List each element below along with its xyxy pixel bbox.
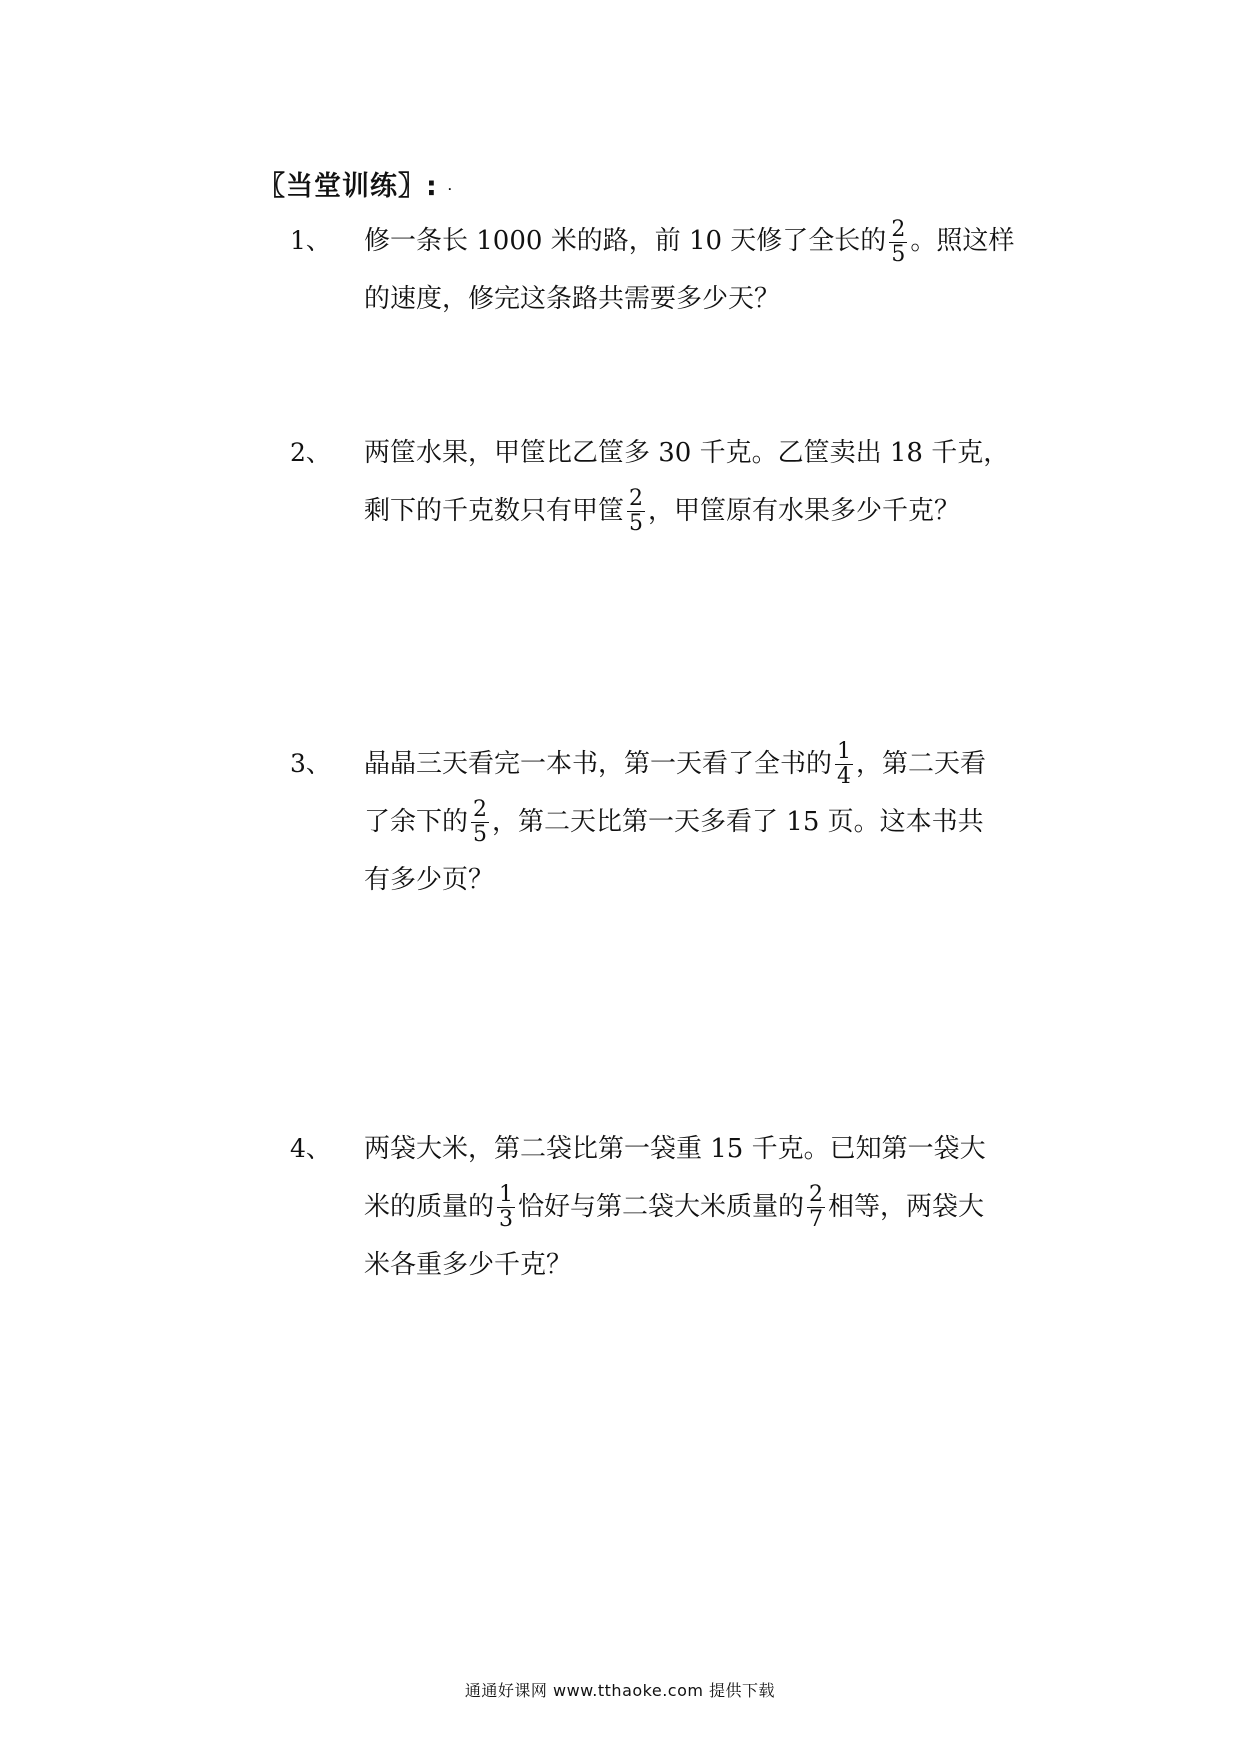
fraction-denominator: 5 (891, 241, 906, 267)
text-part: 。照这样 (910, 226, 1015, 256)
section-heading-text: 〖当堂训练〗: (258, 171, 438, 202)
question-line (364, 793, 1054, 851)
fraction-numerator: 2 (629, 485, 644, 511)
fraction-numerator: 2 (891, 216, 906, 242)
question-line (364, 270, 1054, 328)
text-part: 晶晶三天看完一本书，第一天看了全书的 (364, 749, 833, 779)
question-number: 2、 (290, 438, 331, 467)
fraction (807, 1183, 825, 1232)
text-part: 米的质量的 (364, 1192, 495, 1222)
fraction (471, 798, 489, 847)
fraction-denominator: 4 (837, 763, 852, 789)
question-text-segment: 米各重多少千克？ (364, 1250, 573, 1280)
fraction (627, 487, 645, 536)
question-text-segment: 的速度，修完这条路共需要多少天？ (364, 284, 781, 314)
question-line (364, 1178, 1054, 1236)
fraction-numerator: 1 (837, 738, 852, 764)
question-text (364, 1120, 1054, 1294)
fraction-numerator: 2 (473, 796, 488, 822)
text-part: 相等，两袋大 (828, 1192, 985, 1222)
text-part: 了余下的 (364, 807, 469, 837)
question-number: 4、 (290, 1134, 331, 1163)
section-heading (258, 164, 453, 203)
question-line (364, 851, 1054, 909)
fraction-denominator: 7 (809, 1206, 824, 1232)
fraction-denominator: 3 (499, 1206, 514, 1232)
question-text (364, 735, 1054, 909)
question-line (364, 1120, 1054, 1178)
question-number: 1、 (290, 226, 331, 255)
fraction (497, 1183, 515, 1232)
question-text-segment: 有多少页？ (364, 865, 495, 895)
question-line (364, 212, 1054, 270)
text-part: ，甲筐原有水果多少千克？ (648, 496, 961, 526)
footer-source-line: 通通好课网 www.tthaoke.com 提供下载 (464, 1681, 776, 1700)
text-part: 恰好与第二袋大米质量的 (518, 1192, 805, 1222)
fraction (835, 740, 853, 789)
fraction-denominator: 5 (473, 821, 488, 847)
question-line (364, 424, 1054, 482)
heading-dot: . (447, 182, 453, 193)
question-text (364, 424, 1054, 540)
text-part: ，第二天比第一天多看了 15 页。这本书共 (492, 807, 984, 837)
fraction (889, 218, 907, 267)
question-line (364, 735, 1054, 793)
question-text-segment: 两筐水果，甲筐比乙筐多 30 千克。乙筐卖出 18 千克， (364, 438, 1010, 468)
fraction-numerator: 2 (809, 1181, 824, 1207)
question-text-segment (364, 212, 1014, 270)
text-part: 修一条长 1000 米的路，前 10 天修了全长的 (364, 226, 887, 256)
question-line (364, 482, 1054, 540)
question-text (364, 212, 1054, 328)
text-part: ，第二天看 (856, 749, 987, 779)
question-line (364, 1236, 1054, 1294)
fraction-denominator: 5 (629, 510, 644, 536)
question-text-segment: 两袋大米，第二袋比第一袋重 15 千克。已知第一袋大 (364, 1134, 986, 1164)
fraction-numerator: 1 (499, 1181, 514, 1207)
question-number: 3、 (290, 749, 331, 778)
text-part: 剩下的千克数只有甲筐 (364, 496, 625, 526)
